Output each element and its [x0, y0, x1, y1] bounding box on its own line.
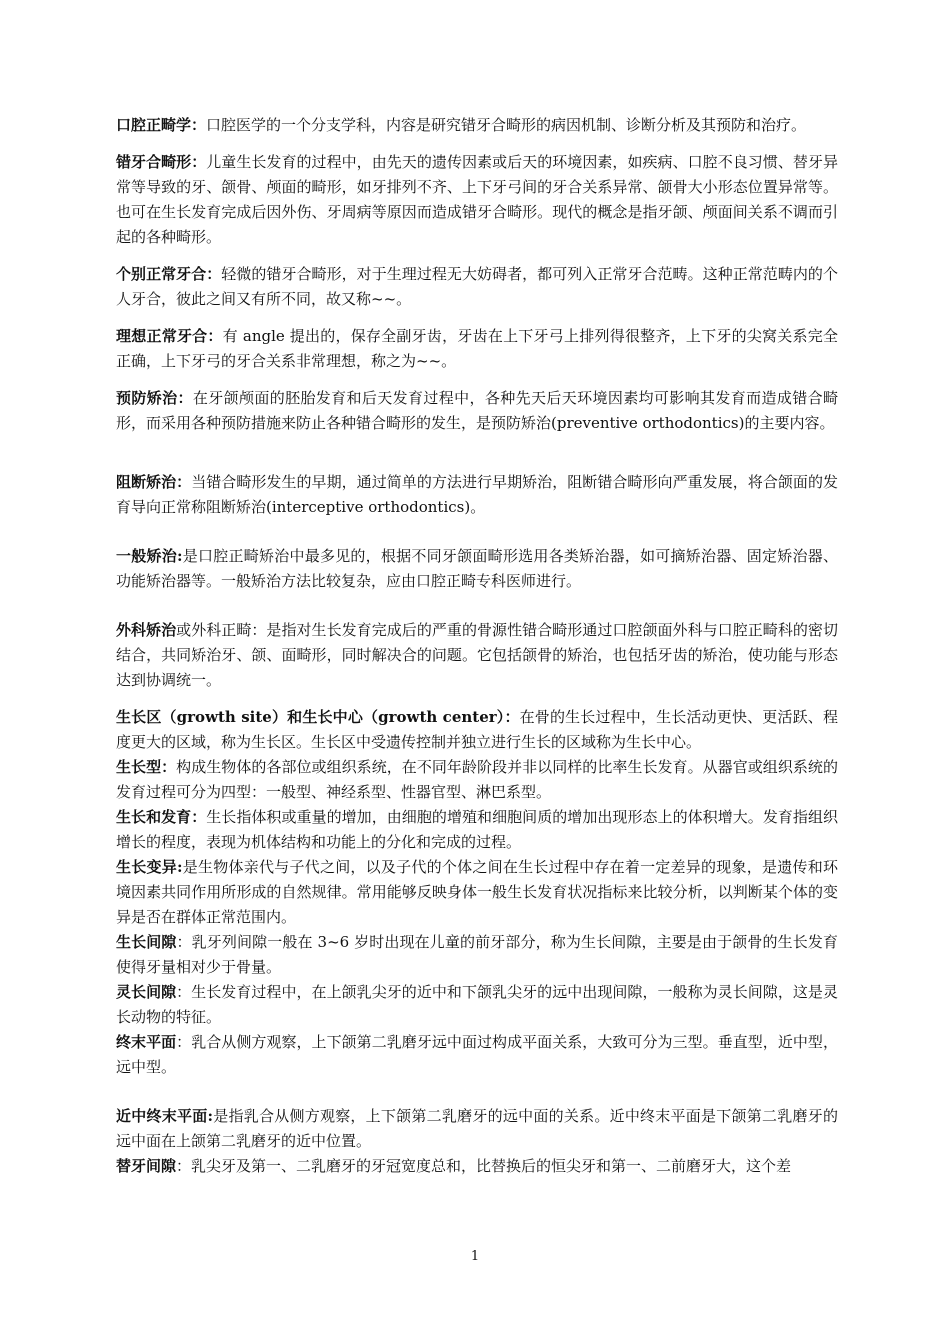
- definition-paragraph: [116, 262, 838, 312]
- definition-term: 生长型：: [116, 758, 177, 776]
- definition-term: 灵长间隙: [116, 983, 177, 1001]
- document-body: [116, 113, 838, 1179]
- definition-text: 在牙颌颅面的胚胎发育和后天发育过程中，各种先天后天环境因素均可影响其发育而造成错合畸形，而采用各种预防措施来防止各种错合畸形的发生，是预防矫治(preventive orthodontics)的主要内容。: [116, 389, 838, 432]
- definition-paragraph: [116, 755, 838, 805]
- definition-text: 是口腔正畸矫治中最多见的，根据不同牙颌面畸形选用各类矫治器，如可摘矫治器、固定矫治器、功能矫治器等。一般矫治方法比较复杂，应由口腔正畸专科医师进行。: [116, 547, 838, 590]
- definition-paragraph: [116, 1104, 838, 1154]
- definition-text: 构成生物体的各部位或组织系统，在不同年龄阶段并非以同样的比率生长发育。从器官或组织系统的发育过程可分为四型：一般型、神经系型、性器官型、淋巴系型。: [116, 758, 838, 801]
- definition-paragraph: [116, 705, 838, 755]
- definition-text: 口腔医学的一个分支学科，内容是研究错牙合畸形的病因机制、诊断分析及其预防和治疗。: [206, 116, 807, 134]
- definition-text: 是指乳合从侧方观察，上下颌第二乳磨牙的远中面的关系。近中终末平面是下颌第二乳磨牙的远中面在上颌第二乳磨牙的近中位置。: [116, 1107, 838, 1150]
- page-number: 1: [470, 1249, 480, 1264]
- definition-text: ：乳尖牙及第一、二乳磨牙的牙冠宽度总和，比替换后的恒尖牙和第一、二前磨牙大，这个差: [176, 1157, 792, 1175]
- definition-text: ：乳合从侧方观察，上下颌第二乳磨牙远中面过构成平面关系，大致可分为三型。垂直型，近中型，远中型。: [116, 1033, 838, 1076]
- definition-paragraph: [116, 1154, 838, 1179]
- definition-paragraph: [116, 1030, 838, 1080]
- definition-term: 个别正常牙合：: [116, 265, 222, 283]
- definition-term: 生长区（growth site）和生长中心（growth center）：: [116, 708, 520, 726]
- definition-paragraph: [116, 470, 838, 520]
- definition-text: 当错合畸形发生的早期，通过简单的方法进行早期矫治，阻断错合畸形向严重发展，将合颌面的发育导向正常称阻断矫治(interceptive orthodontics)。: [116, 473, 838, 516]
- definition-paragraph: [116, 150, 838, 250]
- definition-paragraph: [116, 980, 838, 1030]
- definition-paragraph: [116, 386, 838, 436]
- definition-text: ：生长发育过程中，在上颌乳尖牙的近中和下颌乳尖牙的远中出现间隙，一般称为灵长间隙，这是灵长动物的特征。: [116, 983, 838, 1026]
- definition-paragraph: [116, 805, 838, 855]
- definition-term: 替牙间隙: [116, 1157, 177, 1175]
- definition-paragraph: [116, 324, 838, 374]
- definition-term: 生长和发育：: [116, 808, 207, 826]
- definition-paragraph: [116, 930, 838, 980]
- definition-text: 或外科正畸：是指对生长发育完成后的严重的骨源性错合畸形通过口腔颌面外科与口腔正畸科的密切结合，共同矫治牙、颌、面畸形，同时解决合的问题。它包括颌骨的矫治，也包括牙齿的矫治，使功能与形态达到协调统一。: [116, 621, 838, 689]
- definition-paragraph: [116, 618, 838, 693]
- definition-text: 生长指体积或重量的增加，由细胞的增殖和细胞间质的增加出现形态上的体积增大。发育指组织增长的程度，表现为机体结构和功能上的分化和完成的过程。: [116, 808, 838, 851]
- definition-text: 轻微的错牙合畸形，对于生理过程无大妨碍者，都可列入正常牙合范畴。这种正常范畴内的个人牙合，彼此之间又有所不同，故又称~~。: [116, 265, 838, 308]
- definition-term: 终末平面: [116, 1033, 177, 1051]
- definition-paragraph: [116, 855, 838, 930]
- definition-term: 外科矫治: [116, 621, 177, 639]
- definition-term: 预防矫治：: [116, 389, 193, 407]
- definition-text: 有 angle 提出的，保存全副牙齿，牙齿在上下牙弓上排列得很整齐，上下牙的尖窝关系完全正确，上下牙弓的牙合关系非常理想，称之为~~。: [116, 327, 838, 370]
- definition-term: 生长变异:: [116, 858, 183, 876]
- definition-term: 错牙合畸形：: [116, 153, 207, 171]
- definition-paragraph: [116, 113, 838, 138]
- definition-term: 近中终末平面:: [116, 1107, 213, 1125]
- definition-text: 是生物体亲代与子代之间，以及子代的个体之间在生长过程中存在着一定差异的现象，是遗传和环境因素共同作用所形成的自然规律。常用能够反映身体一般生长发育状况指标来比较分析，以判断某个体的变异是否在群体正常范围内。: [116, 858, 838, 926]
- definition-term: 口腔正畸学：: [116, 116, 207, 134]
- definition-text: 儿童生长发育的过程中，由先天的遗传因素或后天的环境因素，如疾病、口腔不良习惯、替牙异常等导致的牙、颌骨、颅面的畸形，如牙排列不齐、上下牙弓间的牙合关系异常、颌骨大小形态位置异常等。也可在生长发育完成后因外伤、牙周病等原因而造成错牙合畸形。现代的概念是指牙颌、颅面间关系不调而引起的各种畸形。: [116, 153, 838, 246]
- definition-term: 生长间隙: [116, 933, 177, 951]
- definition-text: ：乳牙列间隙一般在 3~6 岁时出现在儿童的前牙部分，称为生长间隙，主要是由于颌骨的生长发育使得牙量相对少于骨量。: [116, 933, 838, 976]
- definition-term: 阻断矫治：: [116, 473, 192, 491]
- definition-term: 理想正常牙合：: [116, 327, 223, 345]
- definition-term: 一般矫治:: [116, 547, 183, 565]
- definition-text: 在骨的生长过程中，生长活动更快、更活跃、程度更大的区域，称为生长区。生长区中受遗传控制并独立进行生长的区域称为生长中心。: [116, 708, 838, 751]
- definition-paragraph: [116, 544, 838, 594]
